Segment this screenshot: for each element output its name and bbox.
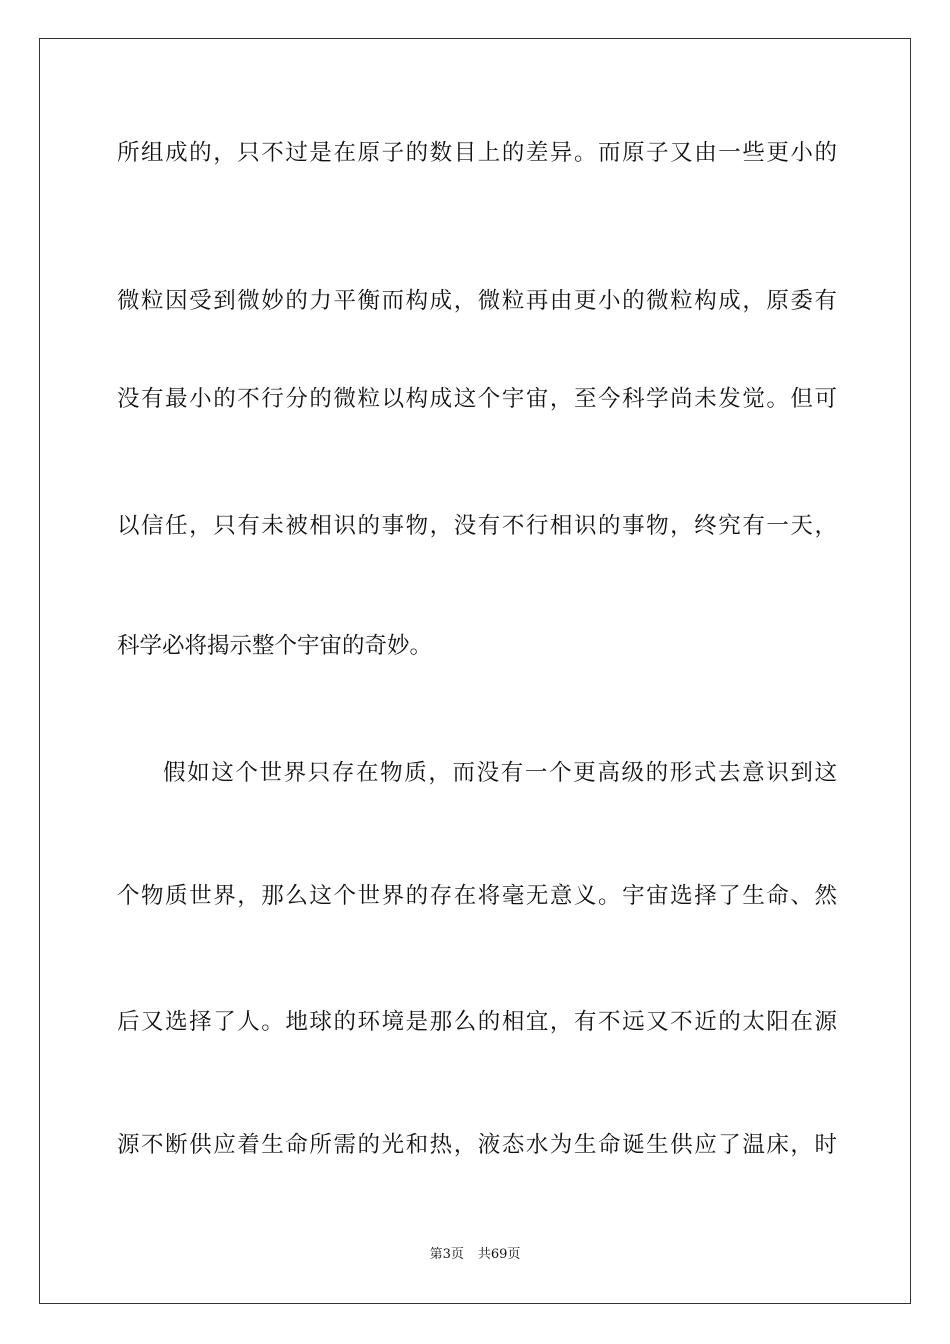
text-line-5: 科学必将揭示整个宇宙的奇妙。	[117, 633, 433, 659]
text-line-4: 以信任，只有未被相识的事物，没有不行相识的事物，终究有一天，	[117, 513, 837, 539]
text-line-3: 没有最小的不行分的微粒以构成这个宇宙，至今科学尚未发觉。但可	[117, 386, 837, 412]
page-footer	[0, 1246, 950, 1264]
text-line-8: 后又选择了人。地球的环境是那么的相宜，有不远又不近的太阳在源	[117, 1009, 837, 1035]
page-number: 第3页	[429, 1247, 464, 1262]
text-line-7: 个物质世界，那么这个世界的存在将毫无意义。宇宙选择了生命、然	[117, 883, 837, 909]
text-line-6: 假如这个世界只存在物质，而没有一个更高级的形式去意识到这	[163, 760, 837, 786]
text-line-2: 微粒因受到微妙的力平衡而构成，微粒再由更小的微粒构成，原委有	[117, 288, 837, 314]
page-border	[39, 38, 911, 1304]
page-total: 共69页	[477, 1247, 521, 1262]
text-line-9: 源不断供应着生命所需的光和热，液态水为生命诞生供应了温床，时	[117, 1132, 837, 1158]
text-line-1: 所组成的，只不过是在原子的数目上的差异。而原子又由一些更小的	[117, 140, 837, 166]
